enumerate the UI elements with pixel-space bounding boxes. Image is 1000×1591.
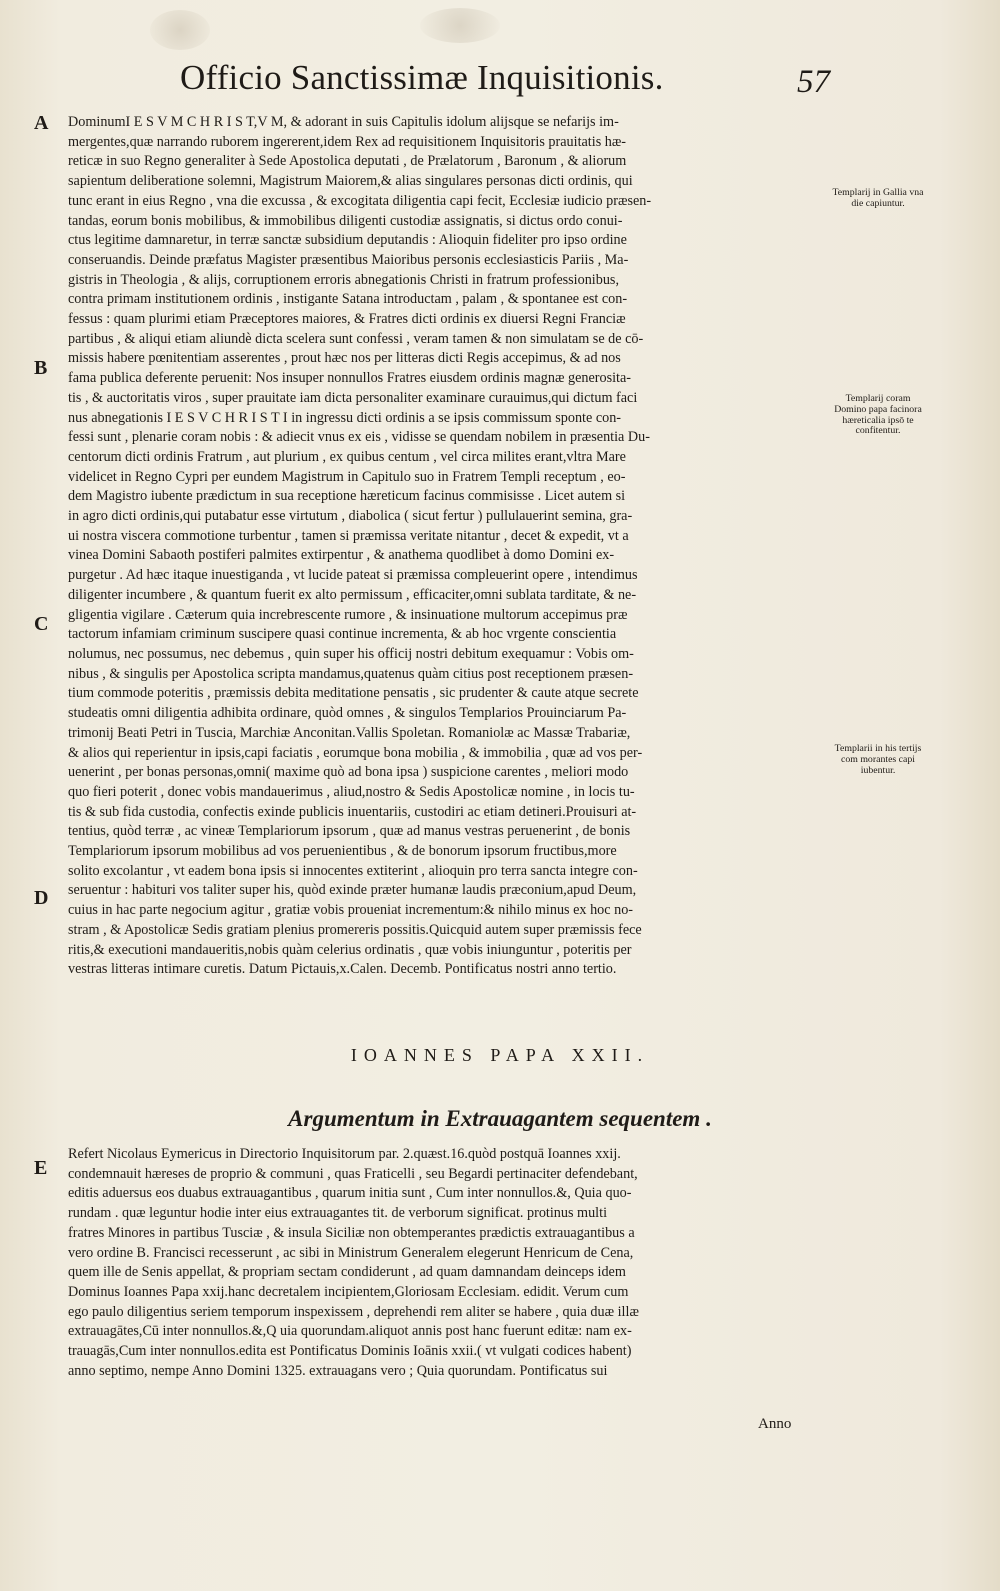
section-marker-e: E <box>34 1157 48 1179</box>
text-line: reticæ in suo Regno generaliter à Sede Apostolica deputati , de Prælatorum , Baronum , & aliorum <box>68 153 627 170</box>
section-marker-d: D <box>34 887 49 909</box>
pope-heading: IOANNES PAPA XXII. <box>350 1045 650 1065</box>
section-marker-a: A <box>34 112 49 134</box>
text-line: fratres Minores in partibus Tusciæ , & insula Siciliæ non obtemperantes prædictis extrauagantibus a <box>68 1224 635 1241</box>
argument-text <box>68 1145 825 1381</box>
text-line: tunc erant in eius Regno , vna die excussa , & excogitata diligentia capi fecit, Ecclesiæ iudicio præsen- <box>68 192 652 209</box>
text-line: uenerint , per bonas personas,omni( maxime quò ad bona ipsa ) suspicione carentes , meliori modo <box>68 764 629 781</box>
stain <box>420 8 500 43</box>
stain <box>150 10 210 50</box>
text-line: stram , & Apostolicæ Sedis gratiam plenius promereris possitis.Quicquid autem super præmissis fece <box>68 921 642 938</box>
text-line: solito excolantur , vt eadem bona ipsis si innocentes extiterint , alioquin pro terra sancta integre con- <box>68 862 638 879</box>
text-line: Refert Nicolaus Eymericus in Directorio Inquisitorum par. 2.quæst.16.quòd postquā Ioannes xxij. <box>68 1146 621 1162</box>
page-number: 57 <box>797 64 830 100</box>
text-line: tis & sub fida custodia, confectis exinde publicis inuentariis, custodiri ac etiam detineri.Prouisuri at- <box>68 803 637 820</box>
section-marker-c: C <box>34 613 49 635</box>
text-line: vinea Domini Sabaoth postiferi palmites extirpentur , & anathema quodlibet à domo Domini ex- <box>68 547 615 564</box>
text-line: videlicet in Regno Cypri per eundem Magistrum in Capitulo suo in Fratrem Templi receptum , eo- <box>68 468 626 485</box>
page-header <box>180 58 830 108</box>
text-line: trimonij Beati Petri in Tuscia, Marchiæ Anconitan.Vallis Spoletan. Romaniolæ ac Massæ Trabariæ, <box>68 724 631 741</box>
text-line: tentius, quòd terræ , ac vineæ Templariorum ipsorum , quæ ad manus vestras peruenerint , de bonis <box>68 823 631 840</box>
text-line: editis aduersus eos duabus extrauagantibus , quarum initia sunt , Cum inter nonnullos.&, Quia quo- <box>68 1185 632 1202</box>
text-line: partibus , & aliqui etiam aliundè dicta scelera sunt confessi , veram tamen & non simulatam se de cō- <box>68 330 644 347</box>
text-line: diligenter incumbere , & quantum fuerit ex alto permissum , efficaciter,omni sublata tarditate, & ne- <box>68 586 637 603</box>
main-text <box>68 113 825 980</box>
side-note: Templarii in his tertijs com morantes capi iubentur. <box>834 743 922 776</box>
text-line: ego paulo diligentius seriem temporum inspexissem , deprehendi rem aliter se habere , quia duæ illæ <box>68 1303 639 1320</box>
text-line: rundam . quæ leguntur hodie inter eius extrauagantes tit. de verborum significat. protinus multi <box>68 1205 608 1222</box>
text-line: fessus : quam plurimi etiam Præceptores maiores, & Fratres dicti ordinis ex diuersi Regni Franciæ <box>68 311 626 328</box>
text-line: & alios qui reperientur in ipsis,capi faciatis , eorumque bona mobilia , & immobilia , quæ ad vos per- <box>68 744 643 761</box>
text-line: mergentes,quæ narrando ruborem ingererent,idem Rex ad requisitionem Inquisitoris prauitatis hæ- <box>68 133 627 150</box>
text-line: ctus legitime damnaretur, in terræ sanctæ subsidium deputandis : Alioquin fideliter pro ipso ordine <box>68 232 627 249</box>
text-line: tandas, eorum bonis mobilibus, & immobilibus diligenti custodiæ assignatis, si dictus ordo conui- <box>68 212 623 229</box>
text-line: contra primam institutionem ordinis , instigante Satana introductam , palam , & spontanee est con- <box>68 291 628 308</box>
text-line: purgetur . Ad hæc itaque inuestiganda , vt lucide pateat si præmissa compleuerint opere , intendimus <box>68 567 638 584</box>
running-head: Officio Sanctissimæ Inquisitionis. <box>180 58 664 97</box>
text-line: gistris in Theologia , & alijs, corruptionem erroris abnegationis Christi in fratrum professionibus, <box>68 271 619 288</box>
side-note: Templarij in Gallia vna die capiuntur. <box>832 187 924 209</box>
text-line: tis , & auctoritatis viros , super prauitate iam dicta personaliter examinare curauimus,qui dictum faci <box>68 389 638 406</box>
text-line: extrauagātes,Cū inter nonnullos.&,Q uia quorundam.aliquot annis post hanc fuerunt editæ: nam ex- <box>68 1323 632 1340</box>
text-line: ritis,& executioni mandaueritis,nobis quàm celerius ordinatis , quæ vobis iniunguntur , poteritis per <box>68 941 632 958</box>
text-line: condemnauit hæreses de proprio & communi , quas Fraticelli , seu Begardi pertinaciter defendebant, <box>68 1165 638 1182</box>
side-note: Templarij coram Domino papa facinora hæreticalia ipsō te confitentur. <box>834 393 922 437</box>
text-line: vero ordine B. Francisci recesserunt , ac sibi in Ministrum Generalem elegerunt Henricum de Cena, <box>68 1244 634 1261</box>
section-marker-b: B <box>34 357 48 379</box>
catchword: Anno <box>758 1416 792 1432</box>
text-line: conseruandis. Deinde præfatus Magister præsentibus Maioribus personis ecclesiasticis Pariis , Ma- <box>68 251 629 268</box>
text-line: DominumI E S V M C H R I S T,V M, & adorant in suis Capitulis idolum alijsque se nefarijs im- <box>68 114 619 130</box>
text-line: nolumus, nec possumus, nec debemus , quin super his officij nostri debitum exequamur : Vobis om- <box>68 645 634 662</box>
text-line: fama publica deferente peruenit: Nos insuper nonnullos Fratres eiusdem ordinis magnæ generosita- <box>68 370 632 387</box>
text-line: nibus , & singulis per Apostolica scripta mandamus,quatenus quàm citius post receptionem præsen- <box>68 665 634 682</box>
text-line: studeatis omni diligentia adhibita ordinare, quòd omnes , & singulos Templarios Prouinciarum Pa- <box>68 705 627 722</box>
text-line: tium commode poteritis , præmissis debita meditatione pensatis , sic prudenter & caute atque secrete <box>68 685 639 702</box>
text-line: anno septimo, nempe Anno Domini 1325. extrauagans vero ; Quia quorundam. Pontificatus sui <box>68 1362 608 1379</box>
text-line: Dominus Ioannes Papa xxij.hanc decretalem incipientem,Gloriosam Ecclesiam. edidit. Verum cum <box>68 1283 629 1300</box>
text-line: fessi sunt , plenarie coram nobis : & adiecit vnus ex eis , vidisse se quendam nobilem in præsentia Du- <box>68 429 650 446</box>
text-line: gligentia vigilare . Cæterum quia increbrescente rumore , & insinuatione multorum accepimus præ <box>68 606 628 623</box>
text-line: trauagās,Cum inter nonnullos.edita est Pontificatus Dominis Ioānis xxii.( vt vulgati codices habent) <box>68 1343 632 1360</box>
text-line: seruentur : habituri vos taliter super his, quòd exinde præter humanæ laudis præconium,apud Deum, <box>68 882 637 899</box>
argument-title: Argumentum in Extrauagantem sequentem . <box>288 1106 712 1131</box>
text-line: quo fieri poterit , donec vobis mandauerimus , aliud,nostro & Sedis Apostolicæ nomine , in locis tu- <box>68 783 635 800</box>
text-line: cuius in hac parte negocium agitur , gratiæ vobis proueniat incrementum:& nihilo minus ex hoc no- <box>68 902 634 919</box>
text-line: nus abnegationis I E S V C H R I S T I in ingressu dicti ordinis a se ipsis commissum sponte con- <box>68 409 622 426</box>
text-line: tactorum infamiam criminum suscipere quasi continue incrementa, & ab hoc vrgente conscientia <box>68 626 617 643</box>
text-line: Templariorum ipsorum mobilibus ad vos peruenientibus , & de bonorum ipsorum fructibus,more <box>68 843 617 860</box>
text-line: centorum dicti ordinis Fratrum , aut plurium , ex quibus centum , vel circa milites erant,vltra Mare <box>68 448 626 465</box>
text-line: in agro dicti ordinis,qui putabatur esse virtutum , diabolica ( sicut fertur ) pullulauerint semina, gra- <box>68 508 633 525</box>
text-line: vestras litteras intimare curetis. Datum Pictauis,x.Calen. Decemb. Pontificatus nostri anno tertio. <box>68 961 617 978</box>
text-line: sapientum deliberatione solemni, Magistrum Maiorem,& alias singulares personas dicti ordinis, qui <box>68 173 633 190</box>
text-line: missis habere pœnitentiam asserentes , prout hæc nos per litteras dicti Regis accepimus, & ad nos <box>68 350 621 367</box>
text-line: ui nostra viscera commotione turbentur , tamen si præmissa veritate nitantur , decet & expedit, vt a <box>68 527 629 544</box>
text-line: quem ille de Senis appellat, & propriam sectam condiderunt , ad quam damnandam deinceps idem <box>68 1264 626 1281</box>
text-line: dem Magistro iubente prædictum in sua receptione hæreticum facinus commisisse . Licet autem si <box>68 488 626 505</box>
